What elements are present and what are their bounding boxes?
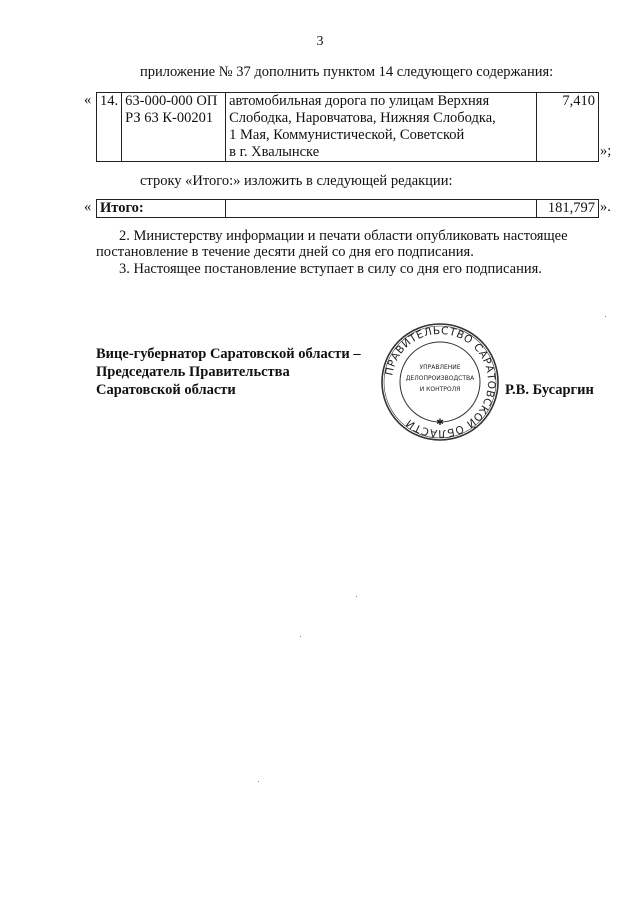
description-line: в г. Хвалынске xyxy=(229,144,320,160)
scan-speck xyxy=(605,316,606,317)
page-number: 3 xyxy=(316,34,324,49)
itogo-empty-cell xyxy=(226,200,537,218)
svg-text:УПРАВЛЕНИЕ: УПРАВЛЕНИЕ xyxy=(419,364,461,371)
signer-name: Р.В. Бусаргин xyxy=(505,382,594,398)
svg-text:ДЕЛОПРОИЗВОДСТВА: ДЕЛОПРОИЗВОДСТВА xyxy=(405,375,475,382)
scan-speck xyxy=(300,636,301,637)
close-quote: ». xyxy=(600,199,611,215)
appendix-row-table xyxy=(96,92,599,162)
open-quote: « xyxy=(84,199,92,215)
signature-title-line-1: Вице-губернатор Саратовской области – xyxy=(96,346,361,362)
open-quote: « xyxy=(84,92,92,108)
road-code-cell xyxy=(122,93,226,162)
paragraph-2-line-2: постановление в течение десяти дней со дня его подписания. xyxy=(96,244,474,260)
description-line: Слободка, Наровчатова, Нижняя Слободка, xyxy=(229,110,496,126)
svg-text:И КОНТРОЛЯ: И КОНТРОЛЯ xyxy=(419,386,461,393)
length-value-cell: 7,410 xyxy=(537,93,599,162)
description-line: 1 Мая, Коммунистической, Советской xyxy=(229,127,465,143)
road-description-cell xyxy=(226,93,537,162)
itogo-table xyxy=(96,199,599,218)
road-code-line: РЗ 63 К-00201 xyxy=(125,110,214,126)
table-row xyxy=(97,200,599,218)
paragraph-3: 3. Настоящее постановление вступает в силу со дня его подписания. xyxy=(119,261,542,277)
description-line: автомобильная дорога по улицам Верхняя xyxy=(229,93,490,109)
paragraph-2-line-1: 2. Министерству информации и печати области опубликовать настоящее xyxy=(119,228,568,244)
itogo-intro: строку «Итого:» изложить в следующей редакции: xyxy=(140,173,453,189)
scan-speck xyxy=(356,596,357,597)
close-quote: »; xyxy=(600,143,612,159)
official-stamp xyxy=(380,322,500,442)
scan-speck xyxy=(258,781,259,782)
signature-title-line-3: Саратовской области xyxy=(96,382,236,398)
itogo-value-cell: 181,797 xyxy=(537,200,599,218)
signature-title-line-2: Председатель Правительства xyxy=(96,364,290,380)
table-row xyxy=(97,93,599,162)
svg-text:✱: ✱ xyxy=(436,418,444,428)
itogo-label-cell: Итого: xyxy=(97,200,226,218)
intro-line: приложение № 37 дополнить пунктом 14 следующего содержания: xyxy=(140,64,554,80)
road-code-line: 63-000-000 ОП xyxy=(125,93,218,109)
svg-text:ПРАВИТЕЛЬСТВО САРАТОВСКОЙ ОБЛА: ПРАВИТЕЛЬСТВО САРАТОВСКОЙ ОБЛАСТИ xyxy=(383,324,498,440)
row-number-cell: 14. xyxy=(97,93,122,162)
